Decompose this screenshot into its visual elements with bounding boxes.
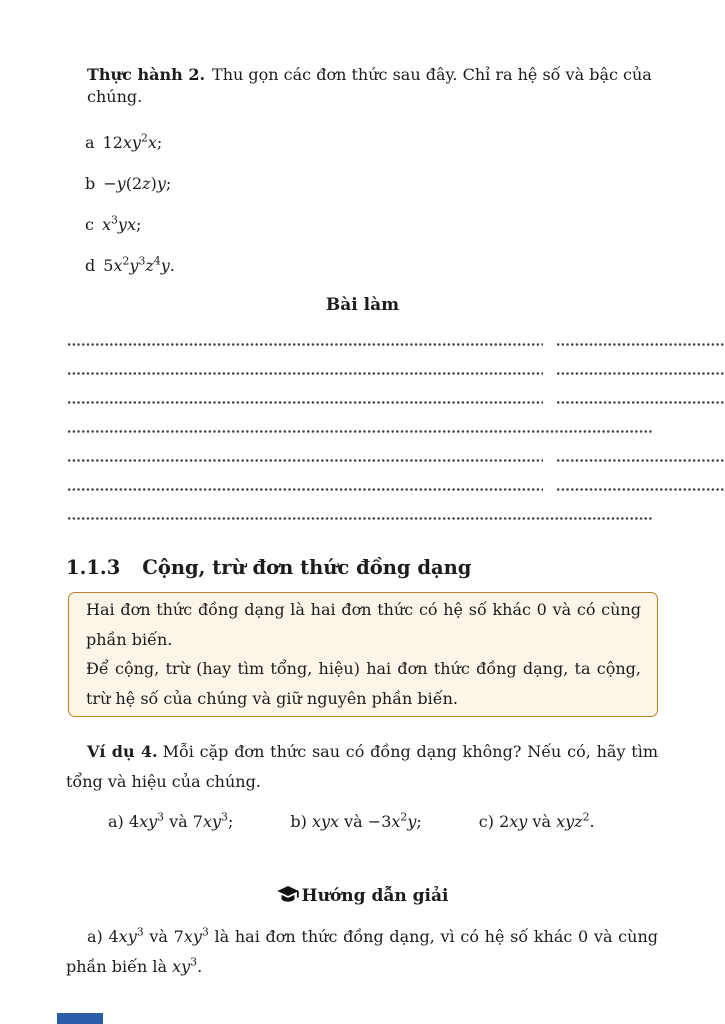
option-b — [290, 811, 421, 833]
option-second-expression: $-3x^2y$; — [367, 810, 422, 831]
solution-period: . — [197, 957, 203, 976]
example-options-row — [108, 811, 725, 833]
option-first-expression: 2xy — [499, 812, 528, 831]
conjunction: và — [143, 927, 174, 946]
option-label: b) — [290, 812, 312, 831]
definition-sentence-2: Để cộng, trừ (hay tìm tổng, hiệu) hai đơn thức đồng dạng, ta cộng, trừ hệ số của chúng và giữ nguyên phần biến. — [86, 659, 641, 708]
conjunction: và — [164, 812, 193, 831]
definition-box — [68, 592, 658, 717]
conjunction: và — [527, 812, 557, 831]
example-text: Mỗi cặp đơn thức sau có đồng dạng không? Nếu có, hãy tìm tổng và hiệu của chúng. — [66, 742, 659, 791]
item-expression: $x^3yx$; — [101, 213, 142, 234]
guide-heading — [0, 883, 725, 911]
exercise-item-d — [85, 255, 725, 277]
solution-label: a) — [87, 927, 109, 946]
option-first-expression: $4xy^3$ — [128, 810, 165, 831]
answer-dotted-line — [68, 401, 725, 404]
item-expression: $5x^2y^3z^4y$. — [103, 254, 175, 275]
option-c — [479, 811, 595, 833]
solution-expression-1: $4xy^3$ — [108, 925, 144, 946]
exercise-item-a — [85, 132, 725, 154]
option-label: a) — [108, 812, 129, 831]
exercise-item-b — [85, 173, 725, 195]
item-label: c — [85, 215, 94, 234]
solution-paragraph — [66, 922, 658, 982]
item-label: d — [85, 256, 96, 275]
work-heading: Bài làm — [325, 295, 400, 315]
answer-dotted-line — [68, 459, 725, 462]
exercise-title — [87, 64, 658, 108]
exercise-label: Thực hành 2. — [87, 65, 206, 84]
footer-accent-box — [57, 1013, 103, 1024]
answer-dotted-line — [68, 430, 725, 433]
item-label: a — [85, 133, 95, 152]
exercise-prompt: Thu gọn các đơn thức sau đây. Chỉ ra hệ số và bậc của chúng. — [87, 65, 652, 106]
answer-dotted-line — [68, 517, 725, 520]
solution-text: là hai đơn thức đồng dạng, vì có hệ số khác 0 và cùng phần biến là — [66, 927, 658, 976]
definition-sentence-1: Hai đơn thức đồng dạng là hai đơn thức có hệ số khác 0 và có cùng phần biến. — [86, 600, 641, 649]
answer-dotted-line — [68, 343, 725, 346]
option-label: c) — [478, 812, 500, 831]
option-second-expression: $7xy^3$; — [192, 810, 234, 831]
exercise-item-c — [85, 214, 725, 236]
item-expression: $12xy^2x$; — [102, 131, 163, 152]
option-a — [108, 811, 233, 833]
solution-expression-3: $xy^3$ — [172, 955, 198, 976]
item-expression: −y(2z)y; — [103, 174, 172, 193]
example-label: Ví dụ 4. — [87, 742, 158, 761]
answer-dotted-line — [68, 372, 725, 375]
option-first-expression: xyx — [311, 812, 340, 831]
answer-dotted-line — [68, 488, 725, 491]
answer-lines-area — [68, 343, 725, 520]
section-heading — [66, 556, 658, 580]
option-second-expression: xyz$^2$. — [556, 810, 595, 831]
guide-title: Hướng dẫn giải — [301, 886, 449, 906]
item-label: b — [85, 174, 96, 193]
section-title: Cộng, trừ đơn thức đồng dạng — [142, 556, 472, 579]
section-number: 1.1.3 — [66, 556, 121, 579]
solution-expression-2: $7xy^3$ — [173, 925, 209, 946]
graduation-cap-icon — [277, 885, 299, 911]
example-paragraph — [66, 737, 658, 797]
conjunction: và — [339, 812, 368, 831]
